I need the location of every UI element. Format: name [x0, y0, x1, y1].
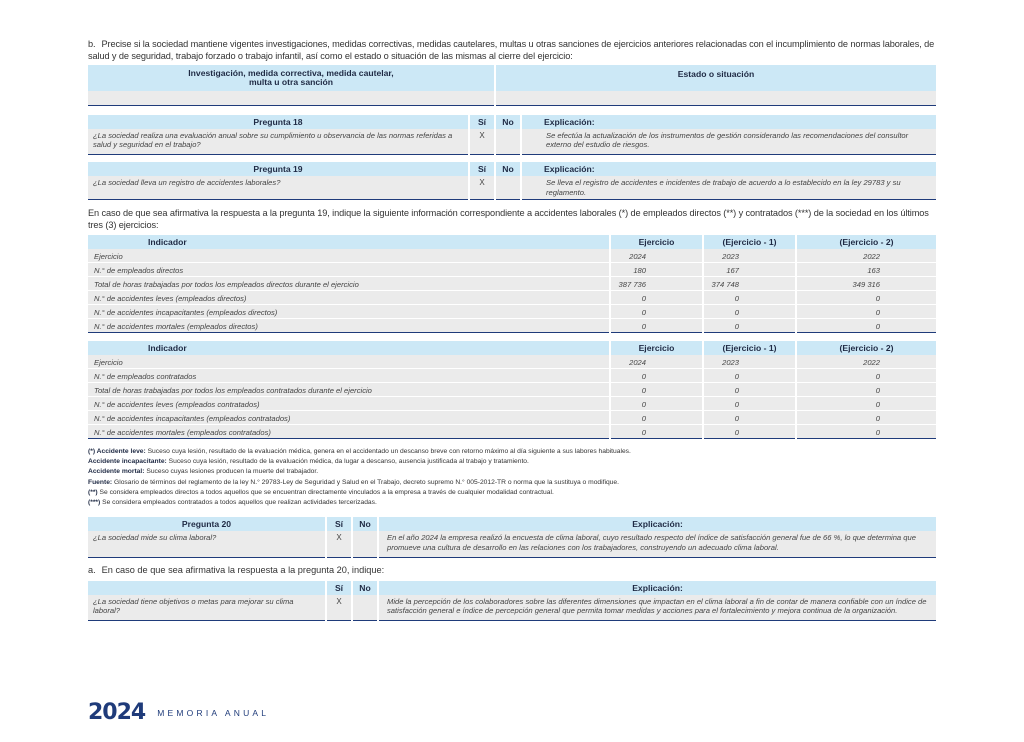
annual-report-logo: 2024 [88, 700, 146, 725]
contract-header-year: Ejercicio [610, 341, 703, 355]
question-20a-no-mark [352, 595, 378, 621]
row-value: 180 [610, 263, 703, 277]
question-20-title: Pregunta 20 [88, 517, 326, 531]
question-20-si-header: Sí [326, 517, 352, 531]
contract-header-year-2: (Ejercicio - 2) [796, 341, 936, 355]
question-19-si-header: Sí [469, 162, 495, 176]
row-value: 0 [610, 425, 703, 439]
table-row [88, 411, 936, 425]
question-19-instructions: En caso de que sea afirmativa la respuesta a la pregunta 19, indique la siguiente información correspondiente a accidentes laborales (*) de empleados directos (**) y contratados (***) de la sociedad en los últimos tres (3) ejercicios: [88, 208, 929, 230]
row-label: N.° de accidentes leves (empleados directos) [88, 291, 610, 305]
table-row [88, 263, 936, 277]
question-19-si-mark: X [469, 176, 495, 200]
row-value: 2024 [610, 249, 703, 263]
question-20-no-mark [352, 531, 378, 557]
row-value: 2023 [703, 249, 796, 263]
row-value: 374 748 [703, 277, 796, 291]
question-19-table [88, 162, 936, 200]
footnote-direct-employees: (**) Se considera empleados directos a todos aquellos que se encuentran directamente vinculados a la empresa a través de cualquier modalidad contractual. [88, 488, 554, 496]
footnotes [88, 447, 936, 508]
table-row [88, 291, 936, 305]
direct-header-year-1: (Ejercicio - 1) [703, 235, 796, 249]
row-value: 0 [796, 369, 936, 383]
contracted-employees-table [88, 341, 936, 439]
row-value: 2024 [610, 355, 703, 369]
question-19-text: ¿La sociedad lleva un registro de accidentes laborales? [88, 176, 469, 200]
question-20-explanation-header: Explicación: [378, 517, 936, 531]
table-row [88, 397, 936, 411]
sub-number: a. [88, 564, 96, 575]
table-row [88, 425, 936, 439]
direct-header-indicator: Indicador [88, 235, 610, 249]
row-label: N.° de accidentes incapacitantes (empleados directos) [88, 305, 610, 319]
row-value: 2022 [796, 249, 936, 263]
row-value: 2022 [796, 355, 936, 369]
row-value: 0 [703, 383, 796, 397]
measures-cell-empty [495, 91, 936, 105]
question-18-explanation: Se efectúa la actualización de los instrumentos de gestión considerando las recomendaciones del consultor externo del estudio de riesgos. [521, 129, 936, 155]
page-content [88, 38, 936, 628]
table-row [88, 319, 936, 333]
row-value: 0 [796, 305, 936, 319]
footnote-accident-fatal: Accidente mortal: Suceso cuyas lesiones producen la muerte del trabajador. [88, 468, 319, 476]
intro-paragraph [88, 38, 936, 62]
question-19-title: Pregunta 19 [88, 162, 469, 176]
footnote-accident-light: (*) Accidente leve: Suceso cuya lesión, resultado de la evaluación médica, genera en el accidentado un descanso breve con retorno máximo al día siguiente a sus labores habituales. [88, 448, 631, 455]
measures-col-header-2: Estado o situación [495, 65, 936, 91]
row-label: N.° de accidentes mortales (empleados directos) [88, 319, 610, 333]
row-value: 0 [703, 369, 796, 383]
row-value: 0 [610, 305, 703, 319]
row-value: 0 [796, 425, 936, 439]
question-18-table [88, 115, 936, 156]
row-label: Total de horas trabajadas por todos los empleados contratados durante el ejercicio [88, 383, 610, 397]
question-20a-si-header: Sí [326, 581, 352, 595]
page-footer [88, 700, 269, 725]
sub-text: En caso de que sea afirmativa la respuesta a la pregunta 20, indique: [101, 564, 385, 575]
table-row [88, 369, 936, 383]
question-20-table [88, 517, 936, 558]
question-20-no-header: No [352, 517, 378, 531]
direct-header-year-2: (Ejercicio - 2) [796, 235, 936, 249]
row-value: 2023 [703, 355, 796, 369]
row-label: N.° de accidentes leves (empleados contratados) [88, 397, 610, 411]
table-row [88, 305, 936, 319]
row-value: 0 [703, 397, 796, 411]
row-value: 0 [703, 425, 796, 439]
row-value: 0 [796, 397, 936, 411]
question-19-explanation-header: Explicación: [521, 162, 936, 176]
question-18-text: ¿La sociedad realiza una evaluación anual sobre su cumplimiento u observancia de las normas referidas a salud y seguridad en el trabajo? [88, 129, 469, 155]
measures-table [88, 65, 936, 106]
row-label: Total de horas trabajadas por todos los empleados directos durante el ejercicio [88, 277, 610, 291]
row-value: 349 316 [796, 277, 936, 291]
question-18-si-mark: X [469, 129, 495, 155]
row-value: 0 [703, 319, 796, 333]
intro-text: Precise si la sociedad mantiene vigentes investigaciones, medidas correctivas, medidas cautelares, multas u otras sanciones de ejercicios anteriores relacionadas con el incumplimiento de normas laborales, de salud y de seguridad, trabajo forzado o trabajo infantil, así como el estado o situación de las mismas al cierre del ejercicio: [88, 39, 935, 61]
row-value: 163 [796, 263, 936, 277]
question-20a-si-mark: X [326, 595, 352, 621]
row-value: 0 [796, 319, 936, 333]
question-18-title: Pregunta 18 [88, 115, 469, 129]
row-value: 0 [610, 369, 703, 383]
footnote-accident-incapacitating: Accidente incapacitante: Suceso cuya lesión, resultado de la evaluación médica, da lugar a descanso, ausencia justificada al trabajo y tratamiento. [88, 458, 529, 466]
question-19-explanation: Se lleva el registro de accidentes e incidentes de trabajo de acuerdo a lo establecido en la ley 29783 y su reglamento. [521, 176, 936, 200]
question-20a-text: ¿La sociedad tiene objetivos o metas para mejorar su clima laboral? [88, 595, 326, 621]
table-row [88, 277, 936, 291]
question-20a-explanation: Mide la percepción de los colaboradores sobre las diferentes dimensiones que impactan en el clima laboral a fin de contar de manera confiable con un índice de satisfacción general e índice de percepción general que permita tomar medidas y acciones para el fortalecimiento y mejora continua de la organización. [378, 595, 936, 621]
row-value: 0 [703, 291, 796, 305]
row-label: Ejercicio [88, 355, 610, 369]
question-18-si-header: Sí [469, 115, 495, 129]
question-19-no-header: No [495, 162, 521, 176]
row-value: 0 [703, 411, 796, 425]
question-20-explanation: En el año 2024 la empresa realizó la encuesta de clima laboral, cuyo resultado respecto del índice de satisfacción general fue de 66 %, lo que determina que promueve una cultura de desarrollo en las relaciones con los trabajadores, construyendo un adecuado clima laboral. [378, 531, 936, 557]
row-value: 0 [796, 291, 936, 305]
table-row [88, 383, 936, 397]
question-20-si-mark: X [326, 531, 352, 557]
row-value: 0 [610, 411, 703, 425]
direct-header-year: Ejercicio [610, 235, 703, 249]
row-value: 0 [703, 305, 796, 319]
question-20a-table [88, 581, 936, 622]
table-row [88, 249, 936, 263]
row-label: N.° de empleados contratados [88, 369, 610, 383]
measures-col-header-1: Investigación, medida correctiva, medida cautelar, multa u otra sanción [88, 65, 495, 91]
direct-employees-table [88, 235, 936, 333]
row-value: 167 [703, 263, 796, 277]
row-label: N.° de accidentes incapacitantes (empleados contratados) [88, 411, 610, 425]
table-row [88, 355, 936, 369]
contract-header-indicator: Indicador [88, 341, 610, 355]
row-value: 0 [610, 319, 703, 333]
question-19-no-mark [495, 176, 521, 200]
question-18-explanation-header: Explicación: [521, 115, 936, 129]
row-label: Ejercicio [88, 249, 610, 263]
row-value: 0 [610, 291, 703, 305]
row-label: N.° de empleados directos [88, 263, 610, 277]
question-20a-no-header: No [352, 581, 378, 595]
footnote-source: Fuente: Glosario de términos del reglamento de la ley N.° 29783-Ley de Seguridad y Salud en el Trabajo, decreto supremo N.° 005-2012-TR o norma que la sustituya o modifique. [88, 478, 619, 486]
annual-report-tagline: MEMORIA ANUAL [157, 707, 270, 718]
contract-header-year-1: (Ejercicio - 1) [703, 341, 796, 355]
question-20a-title [88, 581, 326, 595]
intro-number: b. [88, 39, 96, 49]
measures-cell-empty [88, 91, 495, 105]
question-20a-explanation-header: Explicación: [378, 581, 936, 595]
question-18-no-mark [495, 129, 521, 155]
row-value: 0 [796, 383, 936, 397]
question-20-text: ¿La sociedad mide su clima laboral? [88, 531, 326, 557]
footnote-contracted-employees: (***) Se considera empleados contratados a todos aquellos que realizan actividades tercerizadas. [88, 499, 377, 507]
row-value: 0 [796, 411, 936, 425]
row-label: N.° de accidentes mortales (empleados contratados) [88, 425, 610, 439]
row-value: 0 [610, 397, 703, 411]
row-value: 0 [610, 383, 703, 397]
question-20-subheading [88, 565, 936, 575]
question-18-no-header: No [495, 115, 521, 129]
row-value: 387 736 [610, 277, 703, 291]
